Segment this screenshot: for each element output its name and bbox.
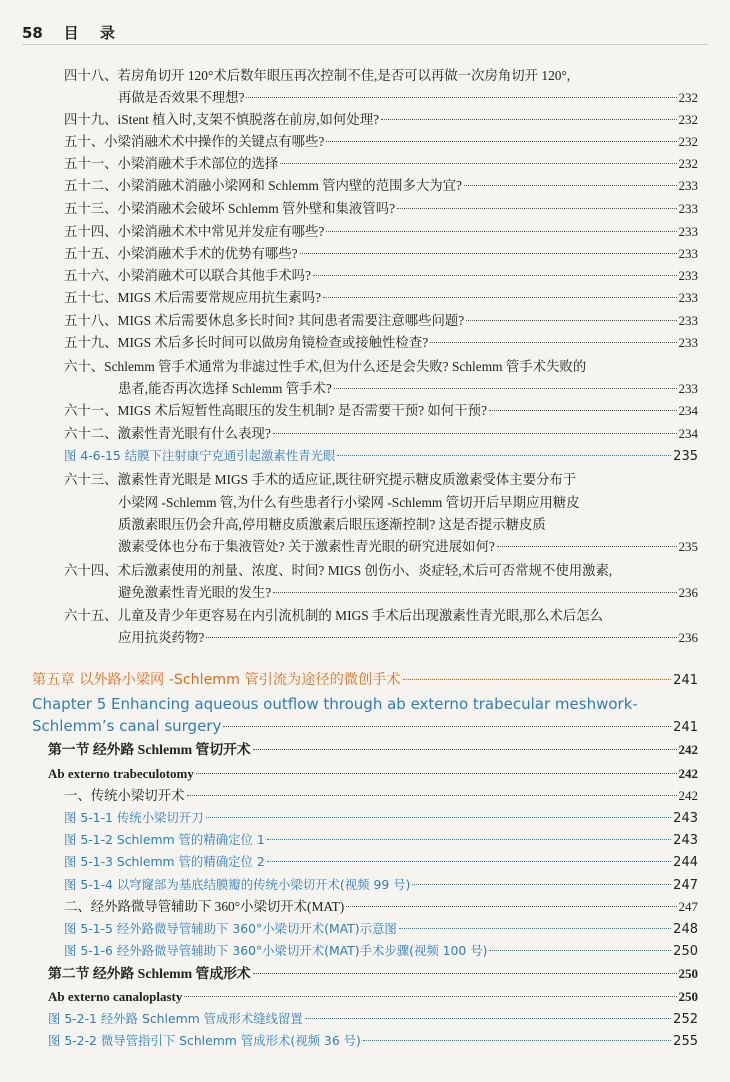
toc-page-number: 232 <box>678 112 698 127</box>
toc-page-number: 233 <box>678 178 698 193</box>
toc-page-number: 233 <box>678 268 698 283</box>
chapter-title-en-cont: Schlemm’s canal surgery <box>32 717 222 735</box>
toc-entry-cont: 应用抗炎药物? <box>118 630 205 645</box>
section-title-en: Ab externo trabeculotomy <box>48 766 194 781</box>
toc-entry-text: 图 5-1-2 Schlemm 管的精确定位 1 <box>64 832 265 847</box>
leader-dots <box>326 231 676 232</box>
leader-dots <box>403 679 672 680</box>
toc-page-number: 242 <box>678 788 698 803</box>
toc-entry-text: 四十八、若房角切开 120°术后数年眼压再次控制不佳,是否可以再做一次房角切开 120°, <box>64 68 571 83</box>
toc-page-number: 248 <box>673 922 698 937</box>
toc-entry[interactable] <box>118 537 698 557</box>
toc-page-number: 233 <box>678 246 698 261</box>
toc-page-number: 233 <box>678 381 698 396</box>
leader-dots <box>489 950 671 951</box>
toc-entry[interactable] <box>118 88 698 108</box>
toc-figure-entry[interactable] <box>64 852 698 872</box>
toc-entry-cont: 小梁网 -Schlemm 管,为什么有些患者行小梁网 -Schlemm 管切开后早期应用糖皮 <box>118 495 580 510</box>
leader-dots <box>206 637 676 638</box>
toc-entry-text: 五十六、小梁消融术可以联合其他手术吗? <box>64 268 311 283</box>
toc-entry[interactable] <box>64 401 698 421</box>
leader-dots <box>184 996 676 997</box>
toc-entry-text: 六十四、术后激素使用的剂量、浓度、时间? MIGS 创伤小、炎症轻,术后可否常规不使用激素, <box>64 563 613 578</box>
toc-page-number: 233 <box>678 313 698 328</box>
toc-entry[interactable] <box>64 110 698 130</box>
toc-section-entry-en[interactable] <box>48 764 698 784</box>
section-title: 第二节 经外路 Schlemm 管成形术 <box>48 966 251 981</box>
toc-entry[interactable] <box>64 176 698 196</box>
toc-figure-entry[interactable] <box>64 808 698 828</box>
leader-dots <box>397 208 676 209</box>
toc-page-number: 233 <box>678 335 698 350</box>
toc-chapter-entry[interactable] <box>32 670 698 690</box>
toc-page-number: 241 <box>673 720 698 735</box>
toc-entry-text: 六十一、MIGS 术后短暂性高眼压的发生机制? 是否需要干预? 如何干预? <box>64 403 487 418</box>
toc-entry-text: 图 5-1-6 经外路微导管辅助下 360°小梁切开术(MAT)手术步骤(视频 100 号) <box>64 943 488 958</box>
page-title: 目 录 <box>63 24 123 42</box>
toc-entry[interactable] <box>64 333 698 353</box>
leader-dots <box>399 928 671 929</box>
toc-page-number: 247 <box>678 899 698 914</box>
toc-figure-entry[interactable] <box>48 1009 698 1029</box>
toc-page-number: 247 <box>673 878 698 893</box>
leader-dots <box>300 253 677 254</box>
leader-dots <box>466 320 676 321</box>
toc-section-entry[interactable] <box>48 964 698 984</box>
toc-entry[interactable] <box>64 199 698 219</box>
toc-entry-text: 五十七、MIGS 术后需要常规应用抗生素吗? <box>64 290 322 305</box>
toc-entry-cont: 激素受体也分布于集液管处? 关于激素性青光眼的研究进展如何? <box>118 539 495 554</box>
leader-dots <box>489 410 677 411</box>
toc-page-number: 235 <box>678 539 698 554</box>
leader-dots <box>273 433 677 434</box>
toc-entry[interactable] <box>64 154 698 174</box>
toc-entry[interactable] <box>64 311 698 331</box>
toc-entry[interactable] <box>64 266 698 286</box>
toc-figure-entry[interactable] <box>64 830 698 850</box>
toc-entry-cont: 再做是否效果不理想? <box>118 90 245 105</box>
leader-dots <box>223 726 671 727</box>
toc-page-number: 241 <box>673 673 698 688</box>
toc-entry[interactable] <box>118 628 698 648</box>
toc-entry-text: 五十九、MIGS 术后多长时间可以做房角镜检查或接触性检查? <box>64 335 429 350</box>
toc-entry-text: 五十二、小梁消融术消融小梁网和 Schlemm 管内壁的范围多大为宜? <box>64 178 462 193</box>
leader-dots <box>196 773 677 774</box>
toc-page-number: 244 <box>673 855 698 870</box>
toc-entry[interactable] <box>118 379 698 399</box>
leader-dots <box>267 861 671 862</box>
toc-entry-text: 六十、Schlemm 管手术通常为非滤过性手术,但为什么还是会失败? Schlemm 管手术失败的 <box>64 359 587 374</box>
leader-dots <box>273 592 676 593</box>
toc-entry-text: 四十九、iStent 植入时,支架不慎脱落在前房,如何处理? <box>64 112 380 127</box>
header-rule <box>22 44 708 45</box>
toc-page-number: 233 <box>678 201 698 216</box>
chapter-title-en: Chapter 5 Enhancing aqueous outflow through ab externo trabecular meshwork- <box>32 695 638 713</box>
toc-entry-text: 图 5-1-1 传统小梁切开刀 <box>64 810 204 825</box>
leader-dots <box>313 275 677 276</box>
toc-chapter-entry-en[interactable] <box>32 716 698 736</box>
toc-figure-entry[interactable] <box>64 919 698 939</box>
toc-section-entry-en[interactable] <box>48 987 698 1007</box>
toc-entry-text: 图 5-1-4 以穹窿部为基底结膜瓣的传统小梁切开术(视频 99 号) <box>64 877 411 892</box>
leader-dots <box>246 97 676 98</box>
toc-figure-entry[interactable] <box>64 941 698 961</box>
toc-entry[interactable] <box>64 288 698 308</box>
toc-figure-entry[interactable] <box>48 1031 698 1051</box>
leader-dots <box>337 455 671 456</box>
leader-dots <box>412 884 671 885</box>
toc-entry[interactable] <box>64 424 698 444</box>
leader-dots <box>363 1040 671 1041</box>
toc-page-number: 233 <box>678 290 698 305</box>
toc-page-number: 234 <box>678 403 698 418</box>
toc-entry-text: 五十四、小梁消融术术中常见并发症有哪些? <box>64 224 325 239</box>
toc-page-number: 252 <box>673 1012 698 1027</box>
leader-dots <box>206 817 672 818</box>
leader-dots <box>253 749 677 750</box>
toc-entry-text: 二、经外路微导管辅助下 360°小梁切开术(MAT) <box>64 899 345 914</box>
toc-page-number: 250 <box>673 944 698 959</box>
toc-entry-text: 五十三、小梁消融术会破坏 Schlemm 管外壁和集液管吗? <box>64 201 396 216</box>
page-header <box>22 22 123 43</box>
toc-entry-text: 六十五、儿童及青少年更容易在内引流机制的 MIGS 手术后出现激素性青光眼,那么术后怎么 <box>64 608 603 623</box>
toc-entry[interactable] <box>64 132 698 152</box>
toc-page-number: 236 <box>678 630 698 645</box>
toc-page-number: 242 <box>678 766 698 781</box>
leader-dots <box>305 1018 671 1019</box>
toc-entry-text: 一、传统小梁切开术 <box>64 788 185 803</box>
chapter-title: 第五章 以外路小梁网 -Schlemm 管引流为途径的微创手术 <box>32 672 401 688</box>
toc-figure-entry[interactable] <box>64 875 698 895</box>
leader-dots <box>267 839 671 840</box>
toc-entry[interactable] <box>64 786 698 806</box>
leader-dots <box>334 388 677 389</box>
toc-entry-text: 六十三、激素性青光眼是 MIGS 手术的适应证,既往研究提示糖皮质激素受体主要分布于 <box>64 472 577 487</box>
toc-entry-text: 图 4-6-15 结膜下注射康宁克通引起激素性青光眼 <box>64 448 336 463</box>
section-title: 第一节 经外路 Schlemm 管切开术 <box>48 742 251 757</box>
leader-dots <box>381 119 676 120</box>
toc-page-number: 232 <box>678 90 698 105</box>
toc-page-number: 232 <box>678 134 698 149</box>
toc-page-number: 243 <box>673 811 698 826</box>
toc-entry-text: 五十、小梁消融术术中操作的关键点有哪些? <box>64 134 325 149</box>
toc-page-number: 250 <box>678 966 698 981</box>
toc-entry[interactable] <box>118 583 698 603</box>
toc-entry-text: 五十五、小梁消融术手术的优势有哪些? <box>64 246 298 261</box>
toc-entry-text: 图 5-1-5 经外路微导管辅助下 360°小梁切开术(MAT)示意图 <box>64 921 397 936</box>
toc-figure-entry[interactable] <box>64 446 698 466</box>
toc-entry-cont: 质激素眼压仍会升高,停用糖皮质激素后眼压逐渐控制? 这是否提示糖皮质 <box>118 517 546 532</box>
leader-dots <box>346 906 676 907</box>
toc-page-number: 235 <box>673 449 698 464</box>
toc-entry-text: 五十八、MIGS 术后需要休息多长时间? 其间患者需要注意哪些问题? <box>64 313 465 328</box>
toc-entry[interactable] <box>64 222 698 242</box>
leader-dots <box>497 546 677 547</box>
toc-section-entry[interactable] <box>48 740 698 760</box>
toc-page-number: 233 <box>678 224 698 239</box>
leader-dots <box>323 297 676 298</box>
section-title-en: Ab externo canaloplasty <box>48 989 183 1004</box>
toc-page-number: 250 <box>678 989 698 1004</box>
page-number: 58 <box>22 24 43 42</box>
toc-entry-cont: 患者,能否再次选择 Schlemm 管手术? <box>118 381 332 396</box>
leader-dots <box>187 795 677 796</box>
toc-page-number: 242 <box>678 742 698 757</box>
leader-dots <box>253 973 677 974</box>
toc-entry-text: 图 5-1-3 Schlemm 管的精确定位 2 <box>64 854 265 869</box>
toc-entry-cont: 避免激素性青光眼的发生? <box>118 585 272 600</box>
leader-dots <box>430 342 676 343</box>
toc-entry-text: 五十一、小梁消融术手术部位的选择 <box>64 156 279 171</box>
toc-page-number: 243 <box>673 833 698 848</box>
toc-entry-text: 六十二、激素性青光眼有什么表现? <box>64 426 271 441</box>
toc-page-number: 232 <box>678 156 698 171</box>
toc-page-number: 255 <box>673 1034 698 1049</box>
toc-page-number: 236 <box>678 585 698 600</box>
leader-dots <box>280 163 676 164</box>
toc-entry-text: 图 5-2-1 经外路 Schlemm 管成形术缝线留置 <box>48 1011 303 1026</box>
toc-entry[interactable] <box>64 897 698 917</box>
toc-page-number: 234 <box>678 426 698 441</box>
leader-dots <box>464 185 677 186</box>
toc-entry-text: 图 5-2-2 微导管指引下 Schlemm 管成形术(视频 36 号) <box>48 1033 361 1048</box>
leader-dots <box>326 141 676 142</box>
toc-entry[interactable] <box>64 244 698 264</box>
